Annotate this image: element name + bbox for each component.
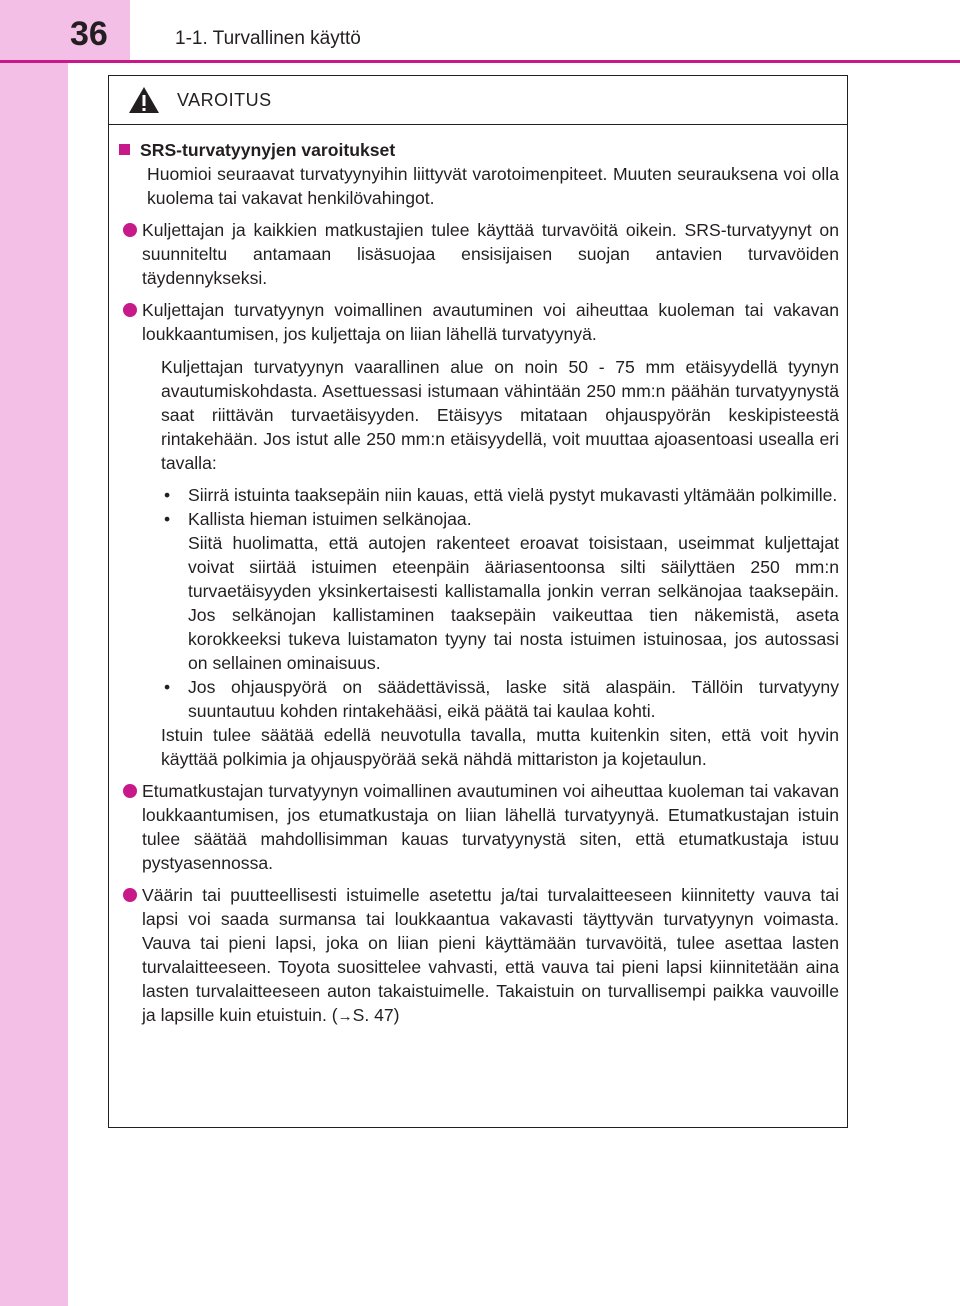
bullet-closing: Istuin tulee säätää edellä neuvotulla tavalla, mutta kuitenkin siten, että voit hyvin käyttää polkimia ja ohjauspyörää sekä nähdä mittariston ja kojetaulun. bbox=[161, 725, 839, 769]
page-reference-link[interactable]: S. 47) bbox=[352, 1005, 400, 1025]
bullet-text: Etumatkustajan turvatyynyn voimallinen avautuminen voi aiheuttaa kuoleman tai vakavan loukkaantumisen, jos etumatkustaja on liian lähellä turvatyynyä. Etumatkustajan istuin tulee säätää mahdollisimman kauas turvatyynystä siten, että etumatkustaja istuu pystyasennossa. bbox=[142, 781, 839, 873]
bullet-paragraph: Kuljettajan turvatyynyn vaarallinen alue on noin 50 - 75 mm etäisyydellä tyynyn avautumiskohdasta. Asettuessasi istumaan vähintään 250 mm:n päähän turvatyynystä saat riittävän turvaetäisyyden. Etäisyys mitataan ohjauspyörän keskipisteestä rintakehään. Jos istut alle 250 mm:n etäisyydellä, voit muuttaa ajoasentoasi usealla eri tavalla: bbox=[161, 357, 839, 473]
header-band bbox=[0, 0, 960, 62]
bullet-text bbox=[142, 883, 839, 1029]
warning-label: VAROITUS bbox=[177, 89, 272, 110]
circle-bullet-icon bbox=[123, 784, 137, 798]
circle-bullet-icon bbox=[123, 888, 137, 902]
header-rule bbox=[0, 60, 960, 63]
bullet-item bbox=[119, 883, 839, 1029]
sub-list-continuation: Siitä huolimatta, että autojen rakenteet eroavat toisistaan, useimmat kuljettajat voivat siirtää istuimen eteenpäin ääriasentoonsa silti säilyttäen 250 mm:n turvaetäisyyden yksinkertaisesti kallistamalla jonkin verran selkänojaa taaksepäin. Jos selkänojan kallistaminen taaksepäin vaikeuttaa tien näkemistä, aseta korokkeeksi tukeva luistamaton tyyny tai nosta istuimen istuinosaa, jos autossasi on sellainen ominaisuus. bbox=[188, 533, 839, 673]
warning-heading-text: SRS-turvatyynyjen varoitukset bbox=[140, 140, 396, 160]
sub-list-text: Siirrä istuinta taaksepäin niin kauas, että vielä pystyt mukavasti yltämään polkimille. bbox=[188, 485, 838, 505]
bullet-item bbox=[119, 298, 839, 346]
bullet-text: Kuljettajan turvatyynyn voimallinen avautuminen voi aiheuttaa kuoleman tai vakavan loukkaantumisen, jos kuljettaja on liian lähellä turvatyynyä. bbox=[142, 300, 839, 344]
bullet-text-main: Väärin tai puutteellisesti istuimelle asetettu ja/tai turvalaitteeseen kiinnitetty vauva tai lapsi voi saada surmansa tai loukkaantua vakavasti täyttyvän turvatyynyn voimasta. Vauva tai pieni lapsi, joka on liian pieni käyttämään turvavöitä, tulee asettaa lasten turvalaitteeseen. Toyota suosittelee vahvasti, että vauva tai pieni lapsi kiinnitetään aina lasten turvalaitteeseen auton takaistuimelle. Takaistuin on turvallisempi paikka vauvoille ja lapsille kuin etuistuin. ( bbox=[142, 885, 839, 1025]
warning-intro: Huomioi seuraavat turvatyynyihin liittyvät varotoimenpiteet. Muuten seurauksena voi olla kuolema tai vakavat henkilövahingot. bbox=[147, 164, 839, 208]
sub-list-item bbox=[161, 507, 839, 531]
sub-list-text: Jos ohjauspyörä on säädettävissä, laske sitä alaspäin. Tällöin turvatyyny suuntautuu kohden rintakehääsi, eikä päätä tai kaulaa kohti. bbox=[188, 677, 839, 721]
sub-list-item bbox=[161, 675, 839, 723]
arrow-right-icon: → bbox=[337, 1008, 353, 1025]
warning-heading bbox=[119, 138, 839, 162]
side-color-band bbox=[0, 0, 68, 1306]
sub-bullet-marker: • bbox=[164, 677, 171, 697]
warning-body bbox=[109, 125, 847, 1029]
page-number: 36 bbox=[0, 0, 130, 60]
sub-list-text: Kallista hieman istuimen selkänojaa. bbox=[188, 509, 472, 529]
circle-bullet-icon bbox=[123, 223, 137, 237]
sub-list bbox=[161, 483, 839, 723]
circle-bullet-icon bbox=[123, 303, 137, 317]
bullet-text: Kuljettajan ja kaikkien matkustajien tulee käyttää turvavöitä oikein. SRS-turvatyynyt on suunniteltu antamaan lisäsuojaa ensisijaisen suojan antavien turvavöiden täydennykseksi. bbox=[142, 220, 839, 288]
bullet-item bbox=[119, 779, 839, 875]
sub-bullet-marker: • bbox=[164, 509, 171, 529]
square-bullet-icon bbox=[119, 144, 130, 155]
warning-header bbox=[109, 76, 847, 125]
section-title: 1-1. Turvallinen käyttö bbox=[175, 28, 361, 49]
bullet-item bbox=[119, 218, 839, 290]
sub-bullet-marker: • bbox=[164, 485, 171, 505]
warning-box bbox=[108, 75, 848, 1128]
sub-list-item bbox=[161, 483, 839, 507]
warning-triangle-icon bbox=[127, 85, 161, 115]
